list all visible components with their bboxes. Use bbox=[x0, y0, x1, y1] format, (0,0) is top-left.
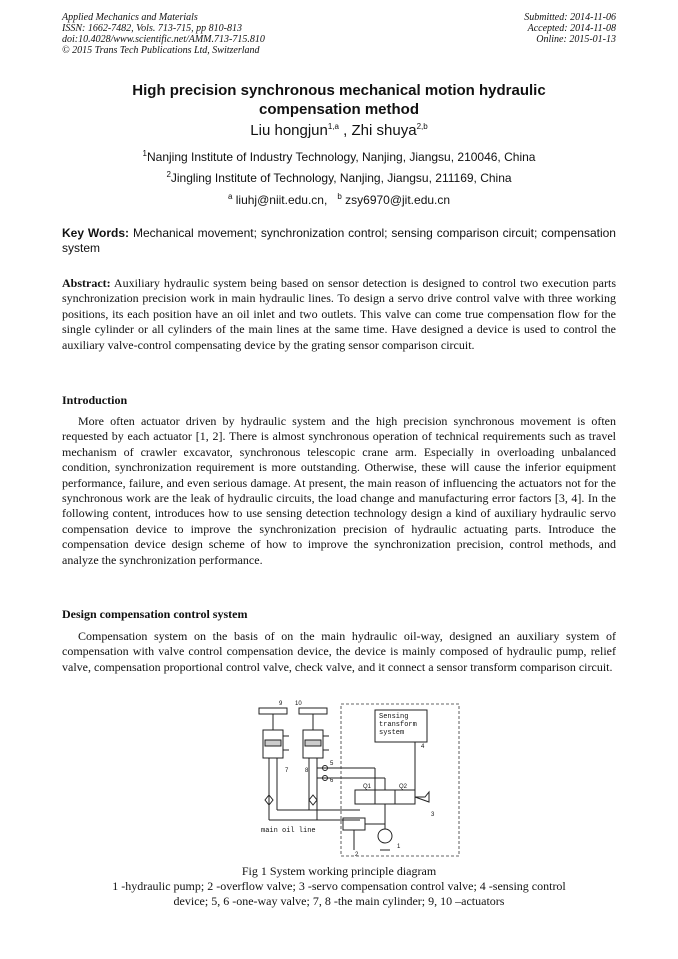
keywords-label: Key Words: bbox=[62, 226, 130, 240]
figure-legend-1: 1 -hydraulic pump; 2 -overflow valve; 3 -servo compensation control valve; 4 -sensing control bbox=[112, 879, 566, 893]
journal-name: Applied Mechanics and Materials bbox=[62, 12, 198, 23]
affiliation-1 bbox=[62, 150, 616, 164]
author-1-sup: 1,a bbox=[327, 122, 339, 131]
email-b[interactable]: zsy6970@jit.edu.cn bbox=[345, 193, 451, 207]
paper-title bbox=[62, 81, 616, 119]
aff2-sup: 2 bbox=[166, 170, 171, 179]
servo-valve bbox=[355, 790, 415, 804]
label-2: 2 bbox=[355, 852, 359, 858]
intro-heading: Introduction bbox=[62, 393, 128, 407]
label-6: 6 bbox=[330, 778, 334, 784]
figure-legend-2: device; 5, 6 -one-way valve; 7, 8 -the main cylinder; 9, 10 –actuators bbox=[173, 894, 505, 908]
label-10: 10 bbox=[295, 701, 302, 707]
actuator-10 bbox=[299, 708, 327, 714]
label-q1: Q1 bbox=[363, 784, 372, 790]
label-3: 3 bbox=[431, 812, 435, 818]
abstract-text: Auxiliary hydraulic system being based on sensor detection is designed to control two execution parts synchronization precision work in main hydraulic lines. To design a servo drive control valve with three working positions, its each position have an oil inlet and two outlets. This valve can come true compensation flow for the single cylinder or all cylinders of the main lines at the same time. Have designed a device is used to control the auxiliary valve-control compensating device by the grating sensor comparison circuit. bbox=[62, 276, 616, 352]
affiliation-2 bbox=[62, 171, 616, 185]
keywords-text: Mechanical movement; synchronization control; sensing comparison circuit; compensation system bbox=[62, 226, 616, 255]
label-q2: Q2 bbox=[399, 784, 408, 790]
sensing-box-line3: system bbox=[379, 729, 405, 737]
online-date: Online: 2015-01-13 bbox=[536, 34, 616, 45]
journal-header bbox=[62, 12, 265, 56]
email-a-sup: a bbox=[227, 192, 233, 201]
authors bbox=[62, 122, 616, 140]
aff1-text: Nanjing Institute of Industry Technology, Nanjing, Jiangsu, 210046, China bbox=[146, 150, 536, 164]
aff2-text: Jingling Institute of Technology, Nanjing, Jiangsu, 211169, China bbox=[170, 171, 512, 185]
intro-paragraph: More often actuator driven by hydraulic system and the high precision synchronous movement is often requested by each actuator [1, 2]. There is almost synchronous operation of technical requirements such as travel mechanism of crawler excavator, synchronous telescopic crane arm. Especially in overloading unbalanced condition, synchronization requirement is more outstanding. Otherwise, these will cause the inferior equipment performance, failure, and even serious damage. At present, the main reason of influencing the actuators not for the synchronous work are the leak of hydraulic circuits, the load change and manufacturing error factors [3, 4]. In the following content, introduces how to use sensing detection technology design a kind of auxiliary hydraulic servo compensation device to improve the synchronization precision of hydraulic actuating parts. Introduce the compensation device design scheme of how to improve the synchronization precision, control methods, and analyze the synchronization performance. bbox=[62, 414, 616, 567]
sensing-box-line2: transform bbox=[379, 721, 417, 729]
design-paragraph: Compensation system on the basis of on the main hydraulic oil-way, designed an auxiliary system of compensation with valve control compensation device, the device is mainly composed of hydraulic pump, relief valve, compensation proportional control valve, check valve, and it connect a sensor transform comparison circuit. bbox=[62, 629, 616, 674]
label-9: 9 bbox=[279, 701, 283, 707]
doi-line: doi:10.4028/www.scientific.net/AMM.713-715.810 bbox=[62, 34, 265, 45]
issn-line: ISSN: 1662-7482, Vols. 713-715, pp 810-813 bbox=[62, 23, 242, 34]
label-5: 5 bbox=[330, 761, 334, 767]
keywords bbox=[62, 226, 616, 256]
system-diagram bbox=[255, 700, 465, 860]
author-sep: , bbox=[339, 122, 352, 139]
author-1: Liu hongjun bbox=[250, 122, 328, 139]
aff1-sup: 1 bbox=[142, 149, 147, 158]
accepted-date: Accepted: 2014-11-08 bbox=[527, 23, 616, 34]
label-8: 8 bbox=[305, 768, 309, 774]
email-b-sup: b bbox=[337, 192, 342, 201]
label-4: 4 bbox=[421, 744, 425, 750]
author-2-sup: 2,b bbox=[416, 122, 428, 131]
figure-caption: Fig 1 System working principle diagram bbox=[241, 864, 437, 878]
dates-header bbox=[524, 12, 616, 45]
abstract bbox=[62, 276, 616, 353]
submitted-date: Submitted: 2014-11-06 bbox=[524, 12, 616, 23]
actuator-9 bbox=[259, 708, 287, 714]
design-heading: Design compensation control system bbox=[62, 607, 248, 621]
sensing-box-line1: Sensing bbox=[379, 713, 409, 721]
label-7: 7 bbox=[285, 768, 289, 774]
email-a[interactable]: liuhj@niit.edu.cn, bbox=[235, 193, 328, 207]
pump bbox=[378, 829, 392, 843]
label-1: 1 bbox=[397, 844, 401, 850]
title-line-2: compensation method bbox=[258, 101, 419, 118]
title-line-1: High precision synchronous mechanical motion hydraulic bbox=[132, 82, 546, 99]
abstract-label: Abstract: bbox=[62, 276, 111, 290]
main-oil-line-label: main oil line bbox=[261, 827, 316, 835]
author-2: Zhi shuya bbox=[351, 122, 417, 139]
copyright-line: © 2015 Trans Tech Publications Ltd, Switzerland bbox=[62, 45, 260, 56]
emails bbox=[62, 193, 616, 207]
